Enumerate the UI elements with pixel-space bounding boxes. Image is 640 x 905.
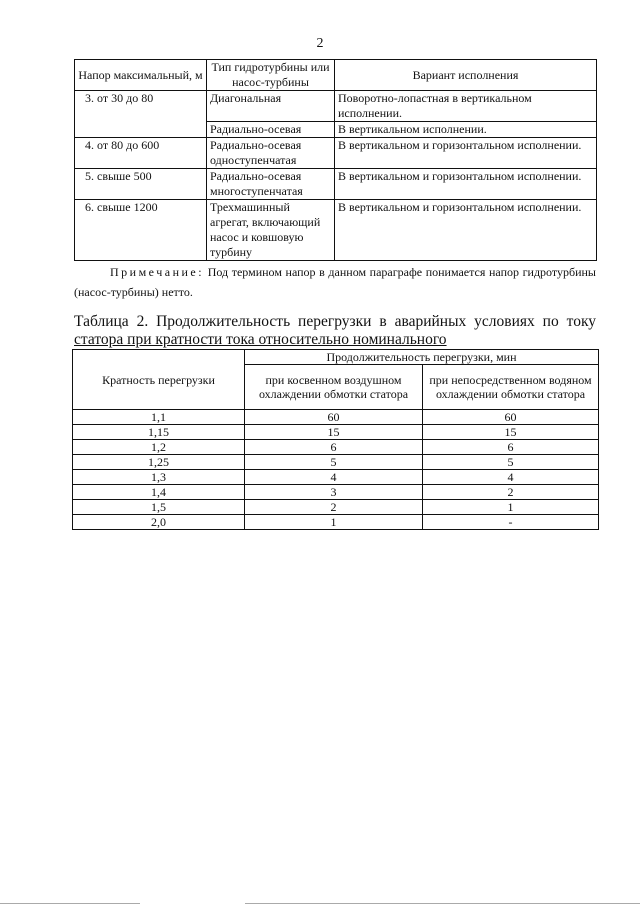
header-duration-group: Продолжительность перегрузки, мин [245,350,599,365]
variant-cell: В вертикальном и горизонтальном исполнении. [335,169,597,200]
air-cell: 3 [245,485,423,500]
type-cell: Радиально-осевая [207,122,335,138]
page-number: 2 [316,36,324,51]
type-cell: Радиально-осевая одноступенчатая [207,138,335,169]
ratio-cell: 1,3 [73,470,245,485]
variant-cell: В вертикальном и горизонтальном исполнении. [335,138,597,169]
water-cell: - [423,515,599,530]
header-direct-water: при непосредственном водяном охлаждении обмотки статора [423,365,599,410]
table-row [73,455,599,470]
water-cell: 60 [423,410,599,425]
table2-title-line2: статора при кратности тока относительно номинального [74,331,447,348]
head-cell: 4. от 80 до 600 [75,138,207,169]
air-cell: 15 [245,425,423,440]
table-row [75,169,597,200]
table-row [73,515,599,530]
table-row [75,200,597,261]
table-row [73,410,599,425]
table-row [73,440,599,455]
scan-edge-right [245,903,640,904]
table-row [73,470,599,485]
table-row [75,91,597,122]
air-cell: 1 [245,515,423,530]
table-header-row [73,350,599,365]
ratio-cell: 1,15 [73,425,245,440]
water-cell: 15 [423,425,599,440]
variant-cell: Поворотно-лопастная в вертикальном исполнении. [335,91,597,122]
table-row [75,138,597,169]
header-variant: Вариант исполнения [335,60,597,91]
header-overload-ratio: Кратность перегрузки [73,350,245,410]
note-label: Примечание: [110,265,205,279]
air-cell: 60 [245,410,423,425]
head-cell: 6. свыше 1200 [75,200,207,261]
water-cell: 4 [423,470,599,485]
header-head: Напор максимальный, м [75,60,207,91]
air-cell: 6 [245,440,423,455]
scan-edge-left [0,903,140,904]
air-cell: 2 [245,500,423,515]
ratio-cell: 1,2 [73,440,245,455]
table-row [73,485,599,500]
ratio-cell: 2,0 [73,515,245,530]
header-type: Тип гидротурбины или насос-турбины [207,60,335,91]
water-cell: 6 [423,440,599,455]
head-cell: 5. свыше 500 [75,169,207,200]
water-cell: 2 [423,485,599,500]
type-cell: Диагональная [207,91,335,122]
type-cell: Трехмашинный агрегат, включающий насос и ковшовую турбину [207,200,335,261]
ratio-cell: 1,1 [73,410,245,425]
table2-title-line1: Таблица 2. Продолжительность перегрузки в аварийных условиях по току [74,313,596,330]
note-paragraph [74,262,596,302]
table-row [73,500,599,515]
ratio-cell: 1,5 [73,500,245,515]
overload-duration-table [72,349,599,530]
water-cell: 1 [423,500,599,515]
air-cell: 4 [245,470,423,485]
air-cell: 5 [245,455,423,470]
header-indirect-air: при косвенном воздушном охлаждении обмотки статора [245,365,423,410]
ratio-cell: 1,25 [73,455,245,470]
note-text: Под термином напор в данном параграфе понимается напор гидротурбины (насос-турбины) нетто. [74,265,596,299]
table-header-row [75,60,597,91]
variant-cell: В вертикальном исполнении. [335,122,597,138]
table2-title [74,313,596,349]
water-cell: 5 [423,455,599,470]
variant-cell: В вертикальном и горизонтальном исполнении. [335,200,597,261]
ratio-cell: 1,4 [73,485,245,500]
turbine-type-table [74,59,597,261]
type-cell: Радиально-осевая многоступенчатая [207,169,335,200]
table-row [73,425,599,440]
head-cell: 3. от 30 до 80 [75,91,207,138]
